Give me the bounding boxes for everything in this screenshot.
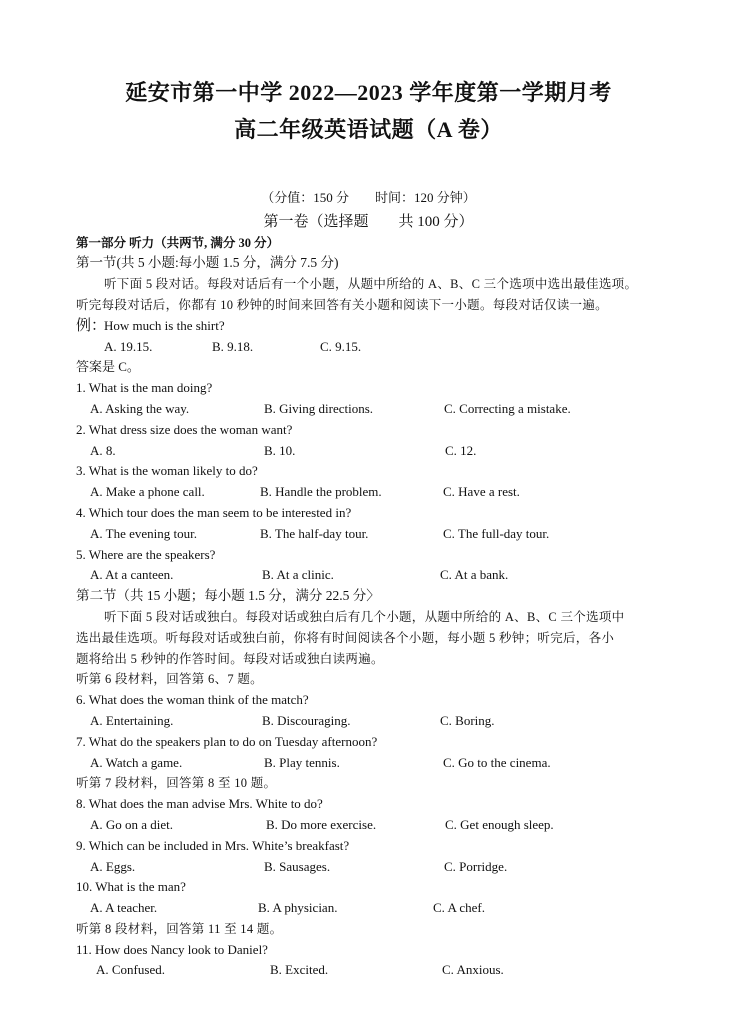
page-title: 延安市第一中学 2022—2023 学年度第一学期月考 <box>125 80 612 105</box>
section2-heading-line <box>0 586 737 607</box>
question-text: 7. What do the speakers plan to do on Tuesday afternoon? <box>76 733 378 749</box>
option-b: B. Do more exercise. <box>266 816 377 832</box>
directions-text: 听下面 5 段对话。每段对话后有一个小题，从题中所给的 A、B、C 三个选项中选出最佳选项。 <box>104 277 638 292</box>
option-a: A. 19.15. <box>104 338 153 354</box>
question-line <box>0 378 737 399</box>
question-line <box>0 940 737 961</box>
option-c: C. Porridge. <box>444 858 508 874</box>
options-row <box>0 565 737 586</box>
question-line <box>0 503 737 524</box>
question-line <box>0 545 737 566</box>
option-c: C. Get enough sleep. <box>445 816 554 832</box>
option-a: A. Asking the way. <box>90 400 190 416</box>
page-subtitle: 高二年级英语试题（A 卷） <box>234 117 503 142</box>
option-a: A. A teacher. <box>90 900 158 916</box>
question-line <box>0 420 737 441</box>
option-a: A. Watch a game. <box>90 754 183 770</box>
example-answer-line <box>0 357 737 378</box>
option-a: A. Make a phone call. <box>90 484 205 500</box>
option-a: A. 8. <box>90 442 116 458</box>
options-row <box>0 441 737 462</box>
section1-heading-line <box>0 253 737 274</box>
option-b: B. The half-day tour. <box>260 525 369 541</box>
option-c: C. 12. <box>445 442 477 458</box>
directions-line <box>0 649 737 670</box>
option-c: C. Correcting a mistake. <box>444 400 571 416</box>
directions-line <box>0 274 737 295</box>
option-a: A. The evening tour. <box>90 525 197 541</box>
option-b: B. A physician. <box>258 900 338 916</box>
group-instruction: 听第 6 段材料，回答第 6、7 题。 <box>76 672 263 687</box>
option-a: A. Eggs. <box>90 858 136 874</box>
directions-line <box>0 295 737 316</box>
example-options-row <box>0 337 737 358</box>
example-label: 例： <box>76 317 107 334</box>
question-line <box>0 836 737 857</box>
options-row <box>0 399 737 420</box>
directions-text: 听完每段对话后，你都有 10 秒钟的时间来回答有关小题和阅读下一小题。每段对话仅读一遍。 <box>76 297 608 312</box>
option-c: C. At a bank. <box>440 567 509 583</box>
question-text: 8. What does the man advise Mrs. White to do? <box>76 796 323 812</box>
part-heading-line <box>0 233 737 254</box>
options-row <box>0 960 737 981</box>
question-text: 11. How does Nancy look to Daniel? <box>76 941 268 957</box>
option-a: A. At a canteen. <box>90 567 174 583</box>
question-line <box>0 690 737 711</box>
group-instruction-line <box>0 669 737 690</box>
option-b: B. Handle the problem. <box>260 484 382 500</box>
question-text: 9. Which can be included in Mrs. White’s breakfast? <box>76 837 350 853</box>
section-heading: 第二节（共 15 小题；每小题 1.5 分，满分 22.5 分〉 <box>76 588 380 604</box>
option-b: B. Discouraging. <box>262 712 351 728</box>
question-line <box>0 794 737 815</box>
directions-text: 选出最佳选项。听每段对话或独白前，你将有时间阅读各个小题，每小题 5 秒钟；听完后，各小 <box>76 630 615 645</box>
option-c: C. Go to the cinema. <box>443 754 551 770</box>
option-c: C. 9.15. <box>320 338 362 354</box>
option-c: C. Boring. <box>440 712 495 728</box>
group-instruction-line <box>0 773 737 794</box>
paper-heading: 第一卷（选择题 共 100 分） <box>263 214 474 230</box>
option-b: B. Excited. <box>270 962 329 978</box>
options-row <box>0 815 737 836</box>
question-text: 10. What is the man? <box>76 879 186 895</box>
question-line <box>0 877 737 898</box>
option-b: B. Play tennis. <box>264 754 340 770</box>
section-heading: 第一节(共 5 小题:每小题 1.5 分，满分 7.5 分) <box>76 255 339 271</box>
option-c: C. A chef. <box>433 900 485 916</box>
option-a: A. Entertaining. <box>90 712 174 728</box>
directions-text: 听下面 5 段对话或独白。每段对话或独白后有几个小题，从题中所给的 A、B、C 三个选项中 <box>104 609 625 624</box>
options-row <box>0 482 737 503</box>
options-row <box>0 753 737 774</box>
option-b: B. 10. <box>264 442 296 458</box>
options-row <box>0 898 737 919</box>
option-c: C. Anxious. <box>442 962 504 978</box>
option-c: C. Have a rest. <box>443 484 520 500</box>
question-text: 6. What does the woman think of the match? <box>76 692 309 708</box>
option-c: C. The full-day tour. <box>443 525 550 541</box>
directions-line <box>0 628 737 649</box>
part-heading: 第一部分 听力（共两节, 满分 30 分） <box>76 235 280 250</box>
option-a: A. Go on a diet. <box>90 816 174 832</box>
directions-line <box>0 607 737 628</box>
question-line <box>0 732 737 753</box>
question-text: 1. What is the man doing? <box>76 380 213 396</box>
question-text: 4. Which tour does the man seem to be interested in? <box>76 504 352 520</box>
options-row <box>0 524 737 545</box>
option-b: B. Giving directions. <box>264 400 374 416</box>
question-line <box>0 461 737 482</box>
group-instruction-line <box>0 919 737 940</box>
option-a: A. Confused. <box>96 962 165 978</box>
option-b: B. At a clinic. <box>262 567 334 583</box>
question-text: 2. What dress size does the woman want? <box>76 421 293 437</box>
question-text: 5. Where are the speakers? <box>76 546 216 562</box>
options-row <box>0 711 737 732</box>
exam-body <box>0 233 737 982</box>
group-instruction: 听第 8 段材料，回答第 11 至 14 题。 <box>76 921 283 936</box>
example-answer: 答案是 C。 <box>76 359 140 375</box>
example-question: How much is the shirt? <box>104 317 225 333</box>
option-b: B. 9.18. <box>212 338 254 354</box>
exam-info: （分值：150 分 时间：120 分钟） <box>261 190 476 205</box>
question-text: 3. What is the woman likely to do? <box>76 463 258 479</box>
option-b: B. Sausages. <box>264 858 331 874</box>
directions-text: 题将给出 5 秒钟的作答时间。每段对话或独白读两遍。 <box>76 651 384 666</box>
group-instruction: 听第 7 段材料，回答第 8 至 10 题。 <box>76 776 277 791</box>
options-row <box>0 857 737 878</box>
example-question-line <box>0 316 737 337</box>
